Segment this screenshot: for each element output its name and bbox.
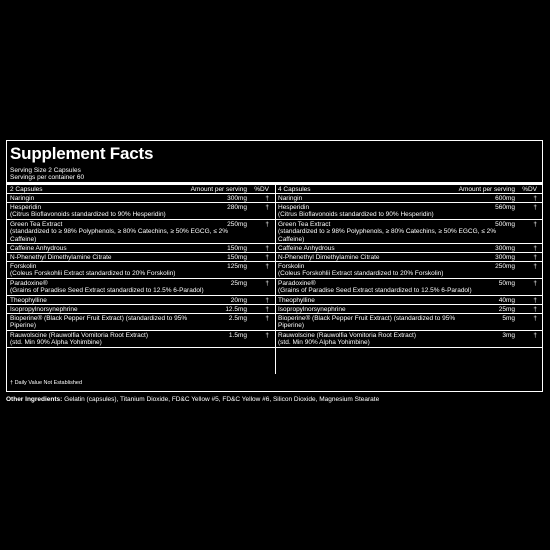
ingredient-amount: 40mg — [498, 297, 515, 304]
dagger-mark: † — [533, 195, 537, 202]
ingredient-detail: (Coleus Forskohlii Extract standardized to 20% Forskolin) — [278, 270, 444, 277]
ingredient-name: Caffeine Anhydrous — [10, 245, 67, 252]
ingredient-row — [275, 244, 543, 253]
servings-per-container: Servings per container 60 — [10, 174, 85, 181]
dagger-mark: † — [265, 280, 269, 287]
dv-header: %DV — [522, 186, 537, 193]
dagger-mark: † — [533, 263, 537, 270]
ingredient-detail: Caffeine) — [278, 235, 305, 243]
serving-label: 2 Capsules — [10, 186, 43, 193]
dagger-mark: † — [265, 254, 269, 261]
ingredient-detail: (std. Min 90% Alpha Yohimbine) — [10, 339, 102, 346]
column-header — [275, 185, 543, 194]
ingredient-detail: (std. Min 90% Alpha Yohimbine) — [278, 339, 370, 346]
ingredient-row — [7, 314, 275, 331]
ingredient-name: Paradoxine® — [10, 280, 48, 287]
ingredient-row — [7, 244, 275, 253]
other-ingredients-list: Gelatin (capsules), Titanium Dioxide, FD&C Yellow #5, FD&C Yellow #6, Silicon Dioxide, Magnesium Stearate — [64, 396, 380, 403]
ingredient-name: Forskolin — [10, 263, 37, 270]
ingredient-name: Bioperine® (Black Pepper Fruit Extract) (standardized to 95% — [10, 315, 188, 322]
ingredient-row — [275, 296, 543, 305]
ingredient-amount: 5mg — [502, 315, 515, 322]
ingredient-name: Paradoxine® — [278, 280, 316, 287]
dagger-mark: † — [265, 297, 269, 304]
ingredient-name: Isopropylnorsynephrine — [10, 306, 78, 313]
ingredient-detail: (Citrus Bioflavonoids standardized to 90% Hesperidin) — [10, 211, 166, 218]
dagger-mark: † — [265, 263, 269, 270]
ingredient-name: Isopropylnorsynephrine — [278, 306, 346, 313]
serving-size: Serving Size 2 Capsules — [10, 167, 81, 174]
dagger-mark: † — [265, 306, 269, 313]
ingredient-row — [275, 253, 543, 262]
ingredient-detail: Piperine) — [278, 322, 305, 329]
ingredient-name: Theophylline — [278, 297, 315, 304]
ingredient-detail: (Grains of Paradise Seed Extract standardized to 12.5% 6-Paradol) — [10, 287, 204, 294]
dagger-mark: † — [533, 204, 537, 211]
ingredient-name: Caffeine Anhydrous — [278, 245, 335, 252]
ingredient-row — [275, 331, 543, 348]
dagger-mark: † — [265, 245, 269, 252]
amount-header: Amount per serving — [190, 186, 247, 193]
ingredient-row — [7, 305, 275, 314]
ingredient-name: Green Tea Extract — [10, 221, 63, 228]
dagger-mark: † — [265, 204, 269, 211]
ingredient-row — [7, 296, 275, 305]
column-header — [7, 185, 275, 194]
dagger-mark: † — [265, 315, 269, 322]
ingredient-row — [275, 305, 543, 314]
ingredient-detail: (standardized to ≥ 98% Polyphenols, ≥ 80% Catechins, ≥ 50% EGCG, ≤ 2% — [278, 228, 497, 235]
ingredient-amount: 250mg — [495, 263, 515, 270]
dagger-mark: † — [533, 221, 537, 228]
ingredient-detail: (standardized to ≥ 98% Polyphenols, ≥ 80% Catechins, ≥ 50% EGCG, ≤ 2% — [10, 228, 229, 235]
ingredient-name: Rauwolscine (Rauwolfia Vomitoria Root Extract) — [278, 332, 416, 339]
ingredient-amount: 3mg — [502, 332, 515, 339]
amount-header: Amount per serving — [458, 186, 515, 193]
ingredient-row — [275, 279, 543, 296]
ingredient-amount: 560mg — [495, 204, 515, 211]
ingredient-row — [7, 253, 275, 262]
ingredient-amount: 1.5mg — [228, 332, 247, 339]
ingredient-amount: 2.5mg — [228, 315, 247, 322]
ingredient-amount: 250mg — [227, 221, 247, 228]
dagger-mark: † — [533, 254, 537, 261]
ingredient-amount: 50mg — [498, 280, 515, 287]
ingredient-name: Rauwolscine (Rauwolfia Vomitoria Root Extract) — [10, 332, 148, 339]
ingredient-row — [275, 262, 543, 279]
dagger-mark: † — [265, 221, 269, 228]
ingredient-detail: (Coleus Forskohlii Extract standardized to 20% Forskolin) — [10, 270, 176, 277]
ingredient-row — [7, 203, 275, 220]
ingredient-amount: 300mg — [495, 254, 515, 261]
ingredient-name: Hesperidin — [278, 204, 310, 211]
ingredient-amount: 125mg — [227, 263, 247, 270]
ingredient-name: Forskolin — [278, 263, 305, 270]
dagger-mark: † — [533, 245, 537, 252]
column-4-capsules — [275, 185, 543, 374]
dagger-mark: † — [533, 280, 537, 287]
dagger-mark: † — [265, 332, 269, 339]
ingredient-amount: 300mg — [495, 245, 515, 252]
ingredient-detail: (Grains of Paradise Seed Extract standardized to 12.5% 6-Paradol) — [278, 287, 472, 294]
ingredient-row — [7, 194, 275, 203]
ingredient-amount: 150mg — [227, 245, 247, 252]
dv-header: %DV — [254, 186, 269, 193]
other-ingredients — [6, 396, 544, 403]
ingredient-name: Theophylline — [10, 297, 47, 304]
daily-value-footnote: † Daily Value Not Established — [10, 380, 83, 386]
ingredient-name: N-Phenethyl Dimethylamine Citrate — [278, 254, 380, 261]
serving-label: 4 Capsules — [278, 186, 311, 193]
dagger-mark: † — [533, 297, 537, 304]
ingredient-row — [7, 220, 275, 244]
ingredient-row — [275, 220, 543, 244]
ingredient-amount: 20mg — [230, 297, 247, 304]
ingredient-row — [275, 203, 543, 220]
dagger-mark: † — [265, 195, 269, 202]
ingredient-row — [275, 314, 543, 331]
ingredient-row — [7, 331, 275, 348]
ingredient-name: Green Tea Extract — [278, 221, 331, 228]
ingredient-detail: Caffeine) — [10, 235, 37, 243]
dagger-mark: † — [533, 315, 537, 322]
ingredient-row — [7, 262, 275, 279]
ingredient-row — [275, 194, 543, 203]
panel-title: Supplement Facts — [10, 144, 154, 163]
ingredient-name: Naringin — [278, 195, 303, 202]
ingredient-name: N-Phenethyl Dimethylamine Citrate — [10, 254, 112, 261]
column-2-capsules — [7, 185, 276, 374]
supplement-facts-panel — [6, 140, 543, 392]
ingredient-row — [7, 279, 275, 296]
ingredient-name: Naringin — [10, 195, 35, 202]
ingredient-name: Bioperine® (Black Pepper Fruit Extract) (standardized to 95% — [278, 315, 456, 322]
ingredient-name: Hesperidin — [10, 204, 42, 211]
ingredient-amount: 150mg — [227, 254, 247, 261]
other-ingredients-label: Other Ingredients: — [6, 396, 63, 403]
ingredient-amount: 280mg — [227, 204, 247, 211]
dagger-mark: † — [533, 306, 537, 313]
dagger-mark: † — [533, 332, 537, 339]
ingredient-amount: 600mg — [495, 195, 515, 202]
ingredient-detail: Piperine) — [10, 322, 37, 329]
ingredient-amount: 300mg — [227, 195, 247, 202]
ingredient-amount: 25mg — [230, 280, 247, 287]
ingredient-amount: 25mg — [498, 306, 515, 313]
ingredient-amount: 12.5mg — [225, 306, 247, 313]
ingredient-amount: 500mg — [495, 221, 515, 228]
ingredient-detail: (Citrus Bioflavonoids standardized to 90% Hesperidin) — [278, 211, 434, 218]
